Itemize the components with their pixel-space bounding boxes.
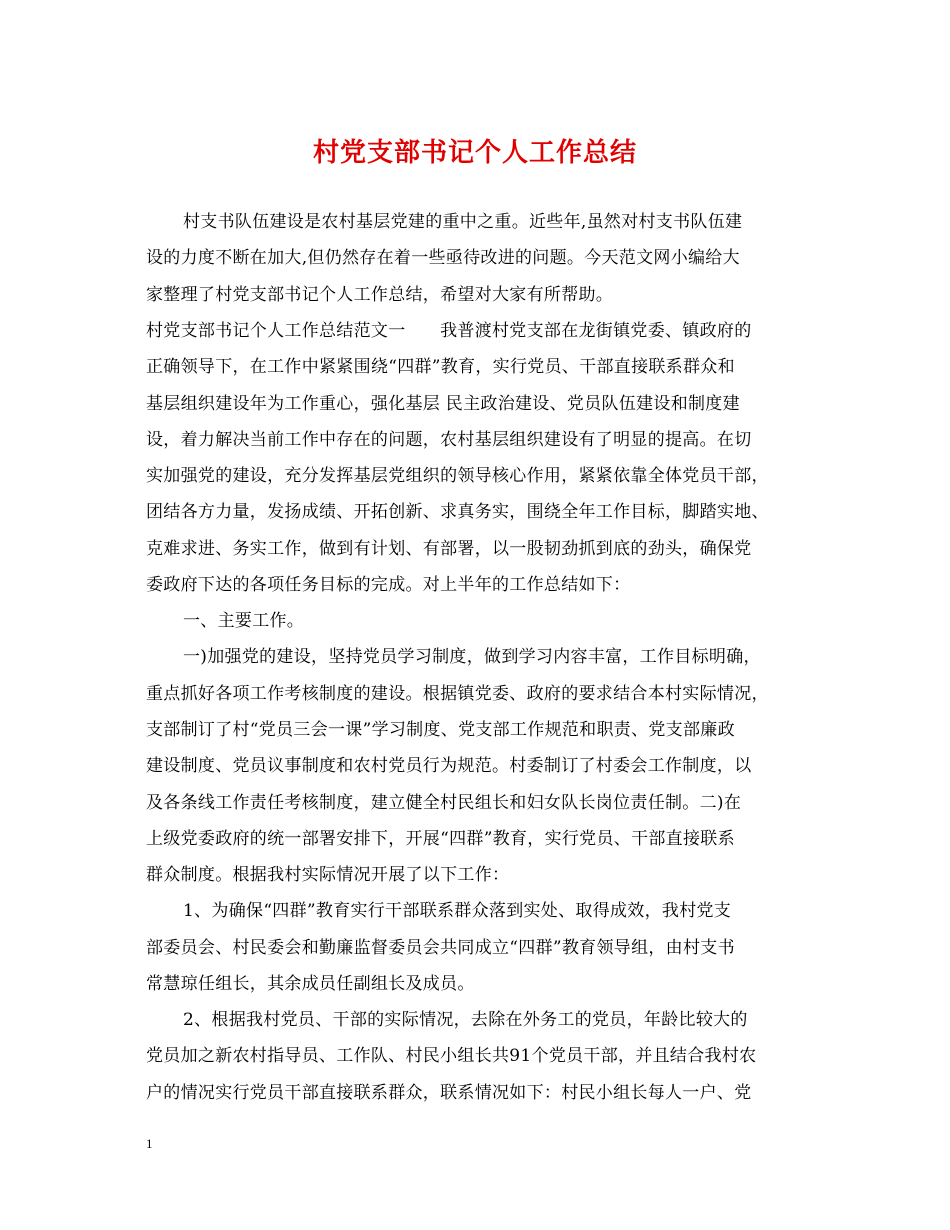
paragraph-line: 团结各方力量，发扬成绩、开拓创新、求真务实，围绕全年工作目标，脚踏实地、 — [146, 502, 769, 522]
section-heading: 一、主要工作。 — [183, 611, 305, 631]
paragraph-line: 正确领导下，在工作中紧紧围绕“四群”教育，实行党员、干部直接联系群众和 — [146, 357, 735, 377]
page-number: 1 — [146, 1136, 153, 1151]
document-title: 村党支部书记个人工作总结 — [312, 138, 637, 168]
paragraph-line: 党员加之新农村指导员、工作队、村民小组长共91个党员干部，并且结合我村农 — [146, 1046, 757, 1066]
paragraph-line: 户的情况实行党员干部直接联系群众，联系情况如下：村民小组长每人一户、党 — [146, 1083, 752, 1103]
paragraph-line: 克难求进、务实工作，做到有计划、有部署，以一股韧劲抓到底的劲头，确保党 — [146, 539, 752, 559]
paragraph-line: 委政府下达的各项任务目标的完成。对上半年的工作总结如下： — [146, 575, 631, 595]
paragraph-line: 基层组织建设年为工作重心，强化基层 民主政治建设、党员队伍建设和制度建 — [146, 394, 740, 414]
paragraph-line: 部委员会、村民委会和勤廉监督委员会共同成立“四群”教育领导组，由村支书 — [146, 938, 735, 958]
paragraph-line: 重点抓好各项工作考核制度的建设。根据镇党委、政府的要求结合本村实际情况， — [146, 684, 769, 704]
paragraph-line: 村党支部书记个人工作总结范文一 我普渡村党支部在龙街镇党委、镇政府的 — [146, 321, 752, 341]
paragraph-line: 常慧琼任组长，其余成员任副组长及成员。 — [146, 974, 475, 994]
paragraph-line: 一)加强党的建设，坚持党员学习制度，做到学习内容丰富，工作目标明确， — [183, 647, 761, 667]
paragraph-line: 2、根据我村党员、干部的实际情况，去除在外务工的党员，年龄比较大的 — [183, 1010, 748, 1030]
paragraph-line: 支部制订了村“党员三会一课”学习制度、党支部工作规范和职责、党支部廉政 — [146, 720, 735, 740]
paragraph-line: 及各条线工作责任考核制度，建立健全村民组长和妇女队长岗位责任制。二)在 — [146, 793, 742, 813]
paragraph-line: 设的力度不断在加大,但仍然存在着一些亟待改进的问题。今天范文网小编给大 — [146, 248, 740, 268]
paragraph-line: 设，着力解决当前工作中存在的问题，农村基层组织建设有了明显的提高。在切 — [146, 430, 752, 450]
paragraph-line: 建设制度、党员议事制度和农村党员行为规范。村委制订了村委会工作制度，以 — [146, 756, 752, 776]
paragraph-line: 上级党委政府的统一部署安排下，开展“四群”教育，实行党员、干部直接联系 — [146, 829, 735, 849]
paragraph-line: 村支书队伍建设是农村基层党建的重中之重。近些年,虽然对村支书队伍建 — [183, 212, 743, 232]
paragraph-line: 群众制度。根据我村实际情况开展了以下工作： — [146, 865, 510, 885]
paragraph-line: 1、为确保“四群”教育实行干部联系群众落到实处、取得成效，我村党支 — [183, 901, 732, 921]
paragraph-line: 实加强党的建设，充分发挥基层党组织的领导核心作用，紧紧依靠全体党员干部， — [146, 466, 769, 486]
paragraph-line: 家整理了村党支部书记个人工作总结，希望对大家有所帮助。 — [146, 285, 614, 305]
